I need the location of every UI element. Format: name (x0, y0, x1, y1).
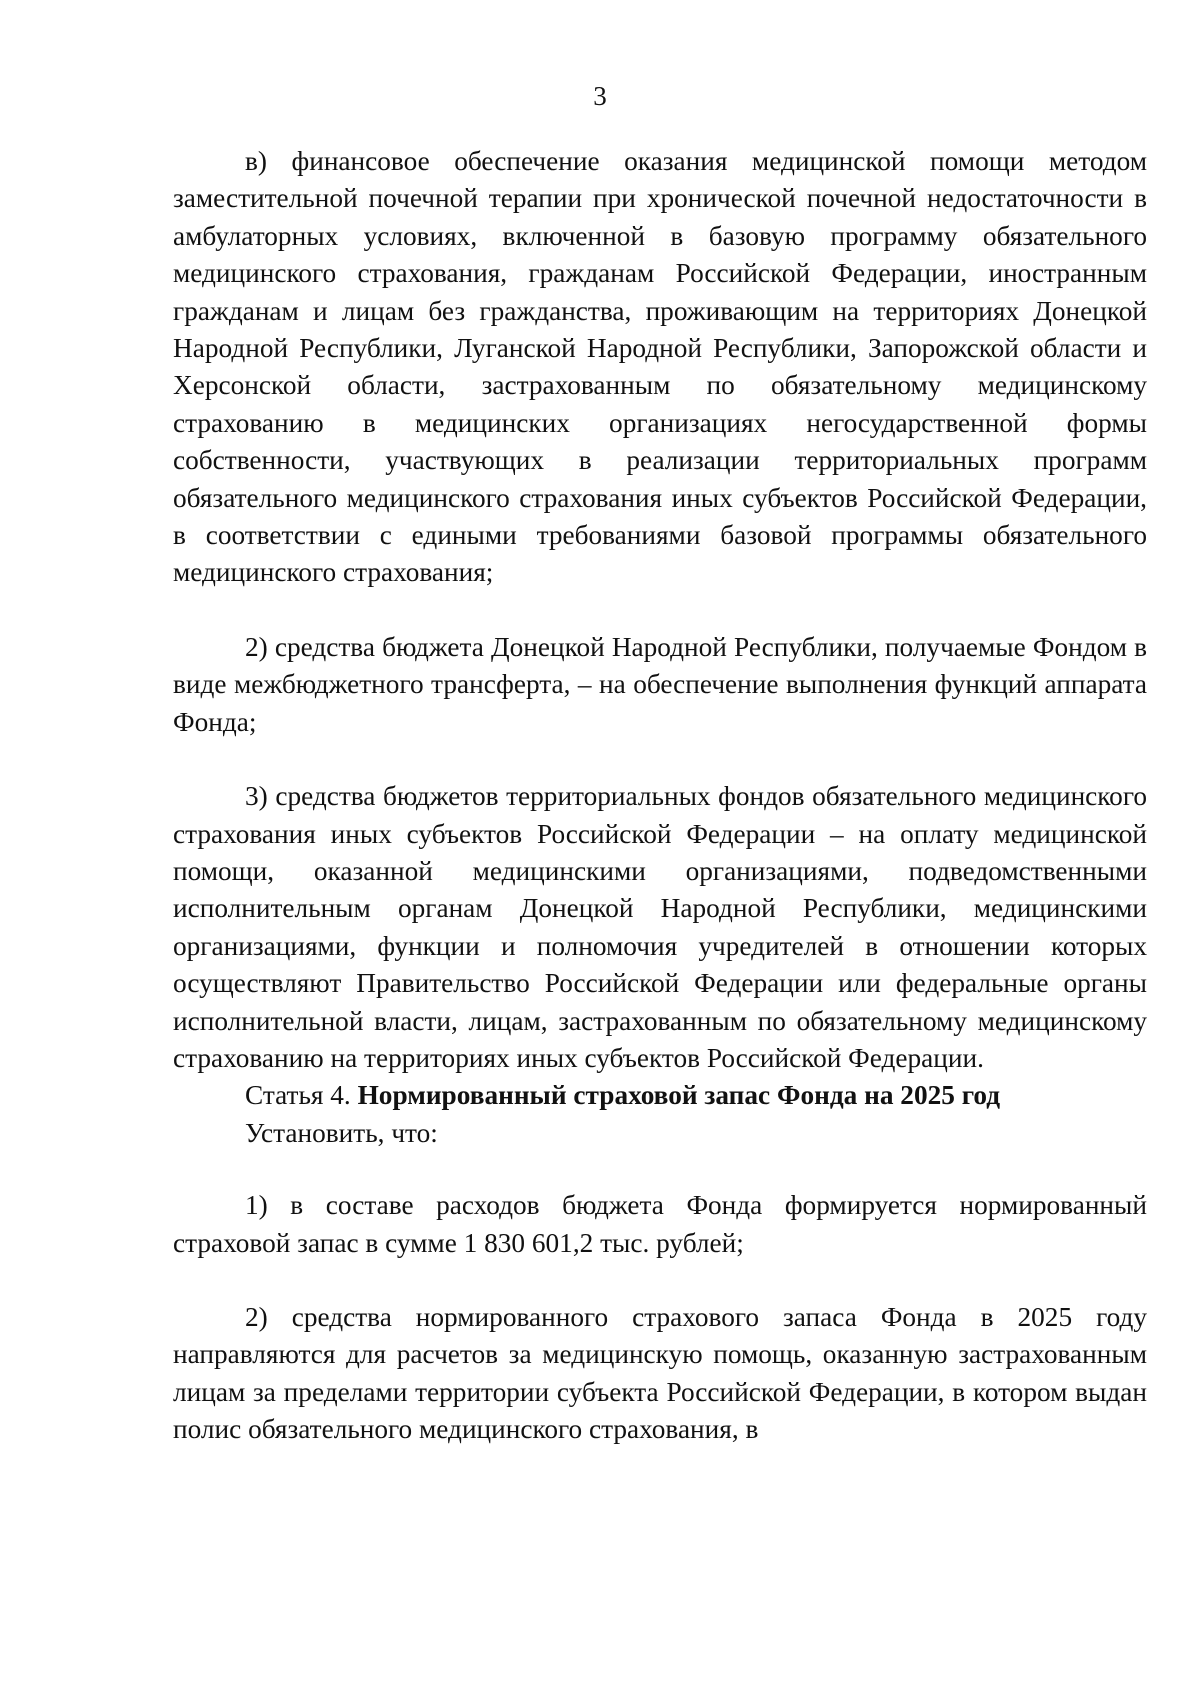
document-body (173, 143, 1147, 1449)
article-4-item-2: 2) средства нормированного страхового запаса Фонда в 2025 году направляются для расчетов за медицинскую помощь, оказанную застрахованным лицам за пределами территории субъекта Российской Федерации, в котором выдан полис обязательного медицинского страхования, в (173, 1301, 1147, 1445)
article-4-label: Статья 4. (245, 1080, 358, 1111)
paragraph-v-financing: в) финансовое обеспечение оказания медицинской помощи методом заместительной почечной терапии при хронической почечной недостаточности в амбулаторных условиях, включенной в базовую программу обязательного медицинского страхования, гражданам Российской Федерации, иностранным гражданам и лицам без гражданства, проживающим на территориях Донецкой Народной Республики, Луганской Народной Республики, Запорожской области и Херсонской области, застрахованным по обязательному медицинскому страхованию в медицинских организациях негосударственной формы собственности, участвующих в реализации территориальных программ обязательного медицинского страхования иных субъектов Российской Федерации, в соответствии с едиными требованиями базовой программы обязательного медицинского страхования; (173, 146, 1147, 588)
article-4-item-1: 1) в составе расходов бюджета Фонда формируется нормированный страховой запас в сумме 1 830 601,2 тыс. рублей; (173, 1190, 1147, 1258)
article-4-heading (173, 1077, 1147, 1114)
article-4-title: Нормированный страховой запас Фонда на 2025 год (357, 1080, 1001, 1111)
article-4-intro: Установить, что: (245, 1117, 438, 1148)
paragraph-3-territorial-funds: 3) средства бюджетов территориальных фондов обязательного медицинского страхования иных субъектов Российской Федерации – на оплату медицинской помощи, оказанной медицинскими организациями, подведомственными исполнительным органам Донецкой Народной Республики, медицинскими организациями, функции и полномочия учредителей в отношении которых осуществляют Правительство Российской Федерации или федеральные органы исполнительной власти, лицам, застрахованным по обязательному медицинскому страхованию на территориях иных субъектов Российской Федерации. (173, 781, 1147, 1073)
paragraph-2-budget-transfer: 2) средства бюджета Донецкой Народной Республики, получаемые Фондом в виде межбюджетного трансферта, – на обеспечение выполнения функций аппарата Фонда; (173, 631, 1147, 737)
page-number: 3 (593, 81, 607, 111)
